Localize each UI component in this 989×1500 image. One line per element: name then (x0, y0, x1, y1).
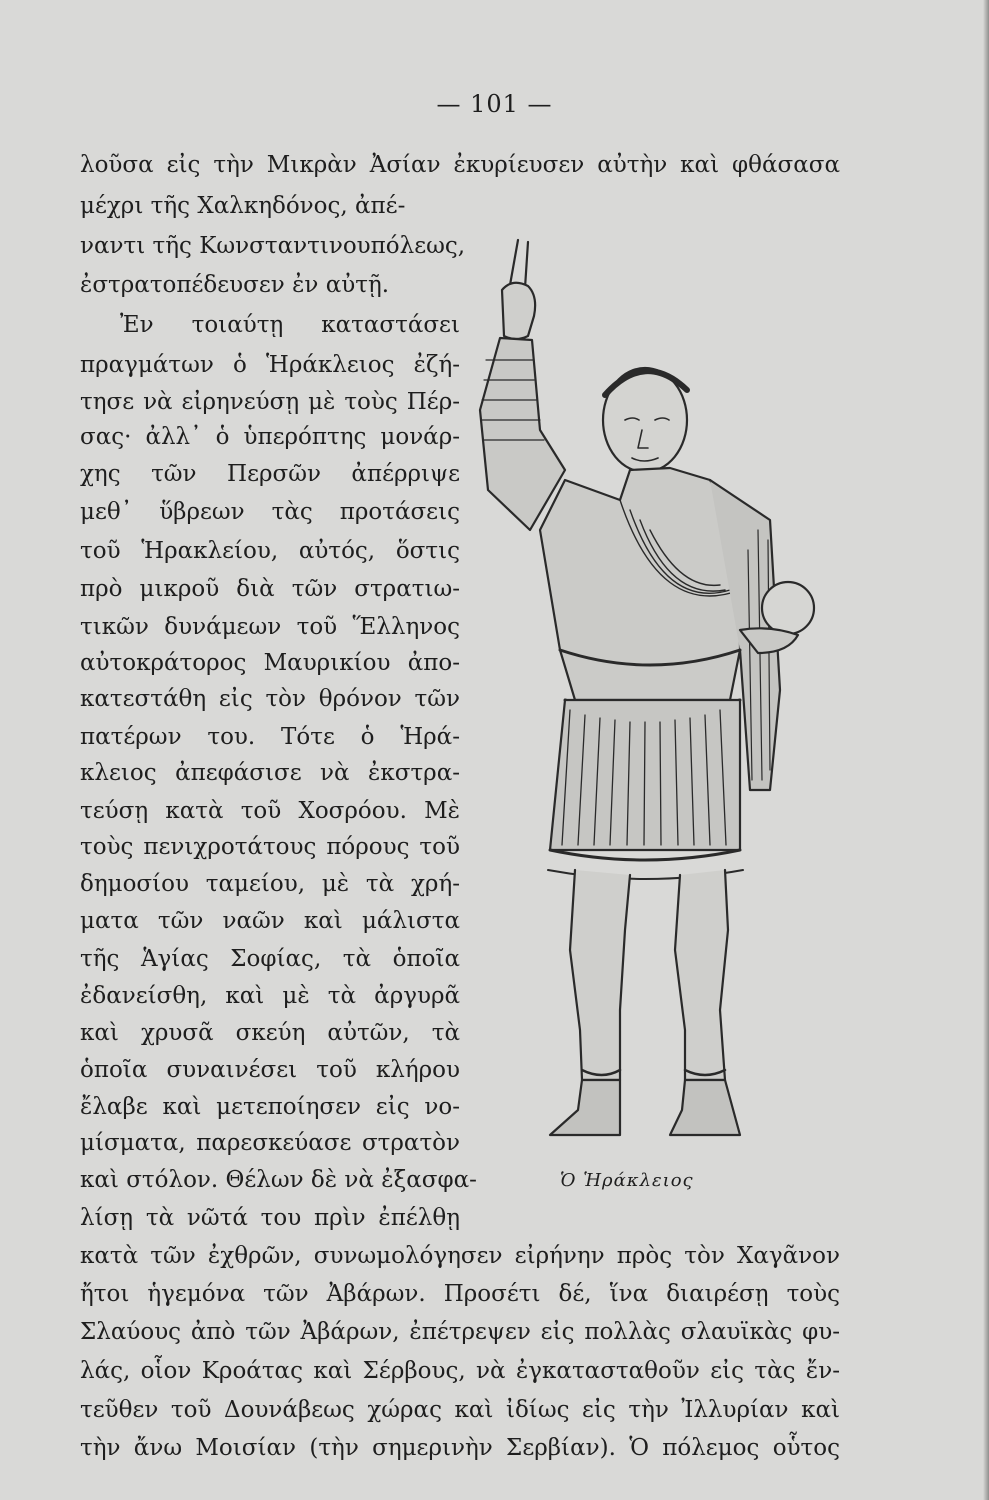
text-line: αὐτοκράτορος Μαυρικίου ἀπο- (80, 650, 460, 676)
text-line: μέχρι τῆς Χαλκηδόνος, ἀπέ- (80, 193, 406, 219)
text-line: κατεστάθη εἰς τὸν θρόνον τῶν (80, 686, 460, 712)
text-line: ναντι τῆς Κωνσταντινουπόλεως, (80, 233, 466, 259)
text-line: τικῶν δυνάμεων τοῦ Ἕλληνος (80, 614, 460, 640)
text-line: μίσματα, παρεσκεύασε στρατὸν (80, 1130, 460, 1156)
text-line: τὴν ἄνω Μοισίαν (τὴν σημερινὴν Σερβίαν). Ὁ πόλεμος οὗτος (80, 1435, 840, 1461)
text-line: χης τῶν Περσῶν ἀπέρριψε (80, 461, 460, 487)
text-line: τῆς Ἁγίας Σοφίας, τὰ ὁποῖα (80, 946, 460, 972)
page-number: — 101 — (436, 90, 553, 118)
text-line: μεθ᾽ ὕβρεων τὰς προτάσεις (80, 499, 460, 525)
text-line: τησε νὰ εἰρηνεύσῃ μὲ τοὺς Πέρ- (80, 389, 460, 415)
text-line: ἐδανείσθη, καὶ μὲ τὰ ἀργυρᾶ (80, 983, 460, 1009)
text-line: ματα τῶν ναῶν καὶ μάλιστα (80, 908, 460, 934)
text-line: κλειος ἀπεφάσισε νὰ ἐκστρα- (80, 760, 460, 786)
text-line: τοῦ Ἡρακλείου, αὐτός, ὅστις (80, 538, 460, 564)
page-edge-shadow (983, 0, 989, 1500)
text-line: ἔλαβε καὶ μετεποίησεν εἰς νο- (80, 1094, 460, 1120)
emperor-engraving (470, 230, 830, 1160)
text-line: Ἐν τοιαύτῃ καταστάσει (120, 312, 460, 338)
text-line: καὶ στόλον. Θέλων δὲ νὰ ἐξασφα- (80, 1167, 477, 1193)
text-line: Σλαύους ἀπὸ τῶν Ἀβάρων, ἐπέτρεψεν εἰς πολλὰς σλαυϊκὰς φυ- (80, 1319, 840, 1345)
text-line: ἐστρατοπέδευσεν ἐν αὐτῇ. (80, 272, 390, 298)
text-line: ὁποῖα συναινέσει τοῦ κλήρου (80, 1057, 460, 1083)
text-line: δημοσίου ταμείου, μὲ τὰ χρή- (80, 871, 460, 897)
text-line: κατὰ τῶν ἐχθρῶν, συνωμολόγησεν εἰρήνην πρὸς τὸν Χαγᾶνον (80, 1243, 840, 1269)
text-line: πατέρων του. Τότε ὁ Ἡρά- (80, 724, 460, 750)
text-line: πραγμάτων ὁ Ἡράκλειος ἐζή- (80, 352, 460, 378)
text-line: σας· ἀλλ᾽ ὁ ὑπερόπτης μονάρ- (80, 424, 460, 450)
text-line: τοὺς πενιχροτάτους πόρους τοῦ (80, 834, 460, 860)
text-line: ἤτοι ἡγεμόνα τῶν Ἀβάρων. Προσέτι δέ, ἵνα διαιρέσῃ τοὺς (80, 1281, 840, 1307)
text-line: τεῦθεν τοῦ Δουνάβεως χώρας καὶ ἰδίως εἰς τὴν Ἰλλυρίαν καὶ (80, 1397, 840, 1423)
text-line: λάς, οἷον Κροάτας καὶ Σέρβους, νὰ ἐγκατασταθοῦν εἰς τὰς ἔν- (80, 1358, 840, 1384)
figure-caption: Ὁ Ἡράκλειος (560, 1170, 694, 1191)
text-line: λίσῃ τὰ νῶτά του πρὶν ἐπέλθῃ (80, 1205, 460, 1231)
text-line: λοῦσα εἰς τὴν Μικρὰν Ἀσίαν ἐκυρίευσεν αὐτὴν καὶ φθάσασα (80, 152, 840, 178)
text-line: πρὸ μικροῦ διὰ τῶν στρατιω- (80, 576, 460, 602)
text-line: καὶ χρυσᾶ σκεύη αὐτῶν, τὰ (80, 1020, 460, 1046)
text-line: τεύσῃ κατὰ τοῦ Χοσρόου. Μὲ (80, 798, 460, 824)
